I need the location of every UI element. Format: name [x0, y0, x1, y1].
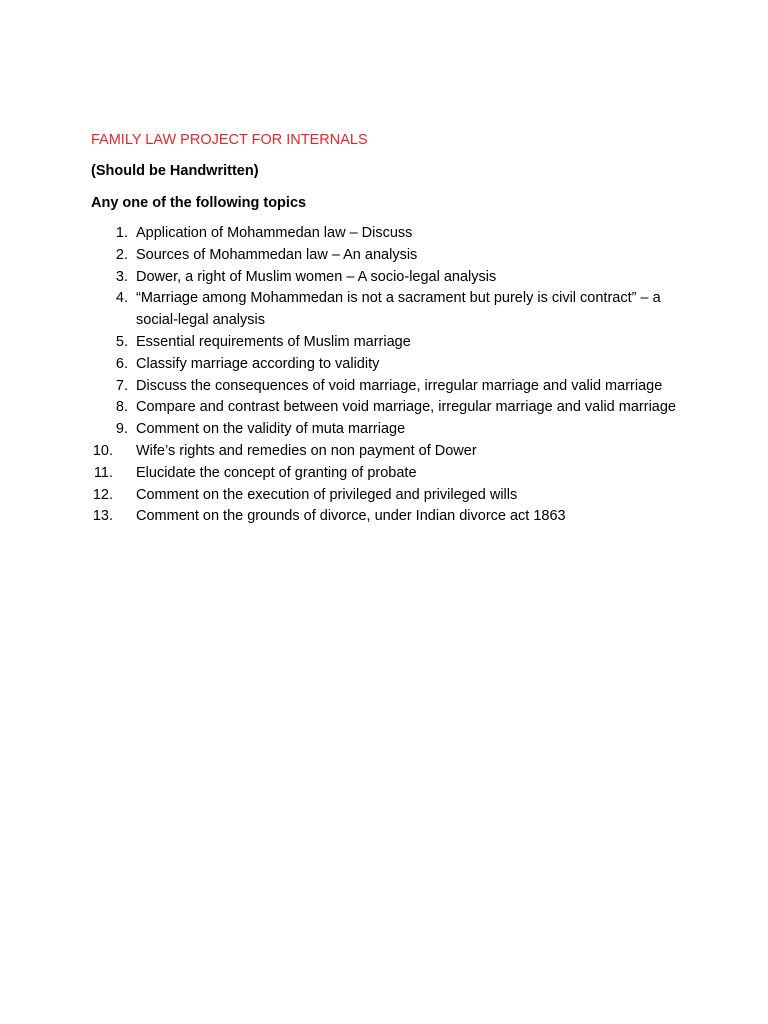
topic-item	[0, 441, 768, 463]
topic-text: Application of Mohammedan law – Discuss	[136, 225, 413, 241]
topic-text: Compare and contrast between void marriage, irregular marriage and valid marriage	[136, 399, 676, 416]
topic-number: 13.	[92, 508, 113, 525]
topic-item	[0, 485, 768, 507]
topic-number: 4.	[115, 290, 128, 307]
topic-item	[0, 397, 768, 419]
topic-number: 1.	[115, 225, 128, 241]
topic-item	[0, 245, 768, 267]
topic-text: Comment on the validity of muta marriage	[136, 421, 406, 438]
topics-intro: Any one of the following topics	[91, 195, 307, 211]
topic-item	[0, 332, 768, 354]
topic-text: Sources of Mohammedan law – An analysis	[136, 246, 418, 263]
document-subtitle: (Should be Handwritten)	[91, 163, 259, 179]
topic-item	[0, 288, 768, 332]
topic-number: 6.	[115, 355, 128, 372]
topic-text: Wife’s rights and remedies on non payment of Dower	[136, 442, 477, 459]
topic-number: 12.	[92, 486, 113, 503]
topic-text: Comment on the grounds of divorce, under Indian divorce act 1863	[136, 508, 566, 525]
topic-number: 3.	[115, 268, 128, 285]
topic-text: Essential requirements of Muslim marriage	[136, 333, 411, 350]
topic-item	[0, 223, 768, 245]
topic-number: 7.	[115, 377, 128, 394]
topic-item	[0, 354, 768, 376]
topic-text: Discuss the consequences of void marriage, irregular marriage and valid marriage	[136, 377, 663, 394]
topic-item	[0, 463, 768, 485]
topic-number: 5.	[115, 333, 128, 350]
topic-text: Comment on the execution of privileged and privileged wills	[136, 486, 518, 503]
topic-number: 2.	[115, 246, 128, 263]
topic-text: Dower, a right of Muslim women – A socio-legal analysis	[136, 268, 497, 285]
topic-item	[0, 419, 768, 441]
topic-number: 11.	[93, 464, 113, 481]
topic-number: 8.	[115, 399, 128, 416]
document-title: FAMILY LAW PROJECT FOR INTERNALS	[91, 132, 368, 148]
topic-item	[0, 376, 768, 398]
topic-number: 10.	[92, 442, 113, 459]
topic-text: “Marriage among Mohammedan is not a sacrament but purely is civil contract” – a social-legal analysis	[136, 290, 661, 329]
topic-item	[0, 506, 768, 528]
topic-text: Elucidate the concept of granting of probate	[136, 464, 417, 481]
topic-list	[0, 223, 768, 528]
topic-item	[0, 267, 768, 289]
topic-text: Classify marriage according to validity	[136, 355, 380, 372]
topic-number: 9.	[115, 421, 128, 438]
